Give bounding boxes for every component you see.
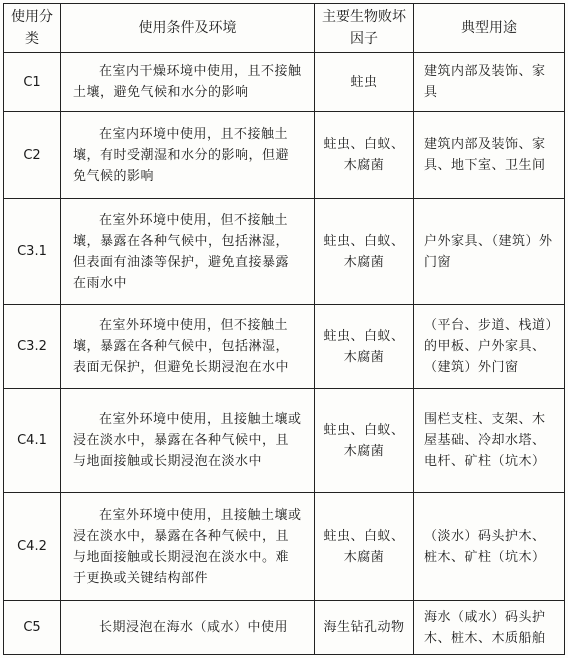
bio-factor-text: 蛀虫 [350, 74, 378, 90]
class-label: C1 [23, 74, 41, 90]
typical-use-text: （平台、步道、栈道）的甲板、户外家具、（建筑）外门窗 [424, 318, 553, 375]
header-typical-use-text: 典型用途 [461, 20, 517, 36]
condition-text: 在室外环境中使用，但不接触土壤，暴露在各种气候中，包括淋湿，表面无保护，但避免长期浸泡在水中 [73, 318, 290, 375]
condition-text: 在室外环境中使用，且接触土壤或浸在淡水中，暴露在各种气候中，且与地面接触或长期浸泡在淡水中 [73, 412, 302, 469]
typical-use-text: （淡水）码头护木、桩木、矿柱（坑木） [424, 528, 546, 565]
bio-factor-cell [315, 53, 414, 112]
typical-use-cell [414, 389, 565, 493]
bio-factor-text: 蛀虫、白蚁、木腐菌 [323, 422, 405, 459]
table-row [4, 199, 565, 305]
class-cell [4, 601, 61, 655]
bio-factor-cell [315, 305, 414, 389]
condition-cell [61, 601, 315, 655]
class-label: C2 [23, 147, 41, 163]
header-bio-factor-text: 主要生物败坏因子 [322, 9, 406, 47]
table-row [4, 112, 565, 199]
typical-use-text: 海水（咸水）码头护木、桩木、木质船舶 [424, 609, 546, 646]
condition-cell [61, 53, 315, 112]
class-label: C3.1 [17, 244, 47, 259]
table-row [4, 305, 565, 389]
table-row [4, 493, 565, 601]
typical-use-text: 建筑内部及装饰、家具 [424, 64, 546, 100]
condition-text: 长期浸泡在海水（咸水）中使用 [99, 620, 289, 635]
condition-cell [61, 112, 315, 199]
header-typical-use [414, 4, 565, 53]
typical-use-cell [414, 493, 565, 601]
typical-use-cell [414, 305, 565, 389]
condition-cell [61, 305, 315, 389]
bio-factor-cell [315, 493, 414, 601]
bio-factor-text: 海生钻孔动物 [323, 620, 405, 635]
typical-use-cell [414, 199, 565, 305]
condition-cell [61, 389, 315, 493]
condition-text: 在室内干燥环境中使用，且不接触土壤，避免气候和水分的影响 [73, 64, 302, 100]
class-cell [4, 199, 61, 305]
table-row [4, 389, 565, 493]
class-label: C4.1 [17, 433, 47, 448]
typical-use-cell [414, 53, 565, 112]
bio-factor-text: 蛀虫、白蚁、木腐菌 [323, 328, 405, 365]
condition-text: 在室内环境中使用，且不接触土壤，有时受潮湿和水分的影响，但避免气候的影响 [73, 126, 290, 184]
bio-factor-cell [315, 601, 414, 655]
table-row [4, 601, 565, 655]
condition-cell [61, 493, 315, 601]
bio-factor-cell [315, 112, 414, 199]
bio-factor-text: 蛀虫、白蚁、木腐菌 [323, 233, 405, 270]
table-row [4, 53, 565, 112]
header-condition-text: 使用条件及环境 [138, 20, 237, 36]
typical-use-cell [414, 112, 565, 199]
class-label: C5 [23, 620, 41, 635]
header-bio-factor [315, 4, 414, 53]
header-class-text: 使用分类 [11, 9, 53, 47]
header-condition [61, 4, 315, 53]
typical-use-text: 围栏支柱、支架、木屋基础、冷却水塔、电杆、矿柱（坑木） [424, 412, 546, 469]
condition-text: 在室外环境中使用，但不接触土壤，暴露在各种气候中，包括淋湿，但表面有油漆等保护，避免直接暴露在雨水中 [73, 212, 290, 291]
typical-use-text: 户外家具、（建筑）外门窗 [424, 233, 553, 270]
class-cell [4, 53, 61, 112]
class-cell [4, 389, 61, 493]
condition-cell [61, 199, 315, 305]
bio-factor-text: 蛀虫、白蚁、木腐菌 [323, 137, 405, 173]
class-cell [4, 112, 61, 199]
bio-factor-cell [315, 199, 414, 305]
class-cell [4, 493, 61, 601]
header-class [4, 4, 61, 53]
class-label: C4.2 [17, 539, 47, 554]
typical-use-text: 建筑内部及装饰、家具、地下室、卫生间 [424, 137, 546, 173]
bio-factor-text: 蛀虫、白蚁、木腐菌 [323, 528, 405, 565]
condition-text: 在室外环境中使用，且接触土壤或浸在淡水中，暴露在各种气候中，且与地面接触或长期浸泡在淡水中。难于更换或关键结构部件 [73, 507, 302, 586]
typical-use-cell [414, 601, 565, 655]
wood-use-class-table [3, 3, 565, 655]
class-cell [4, 305, 61, 389]
header-row [4, 4, 565, 53]
class-label: C3.2 [17, 339, 47, 354]
bio-factor-cell [315, 389, 414, 493]
